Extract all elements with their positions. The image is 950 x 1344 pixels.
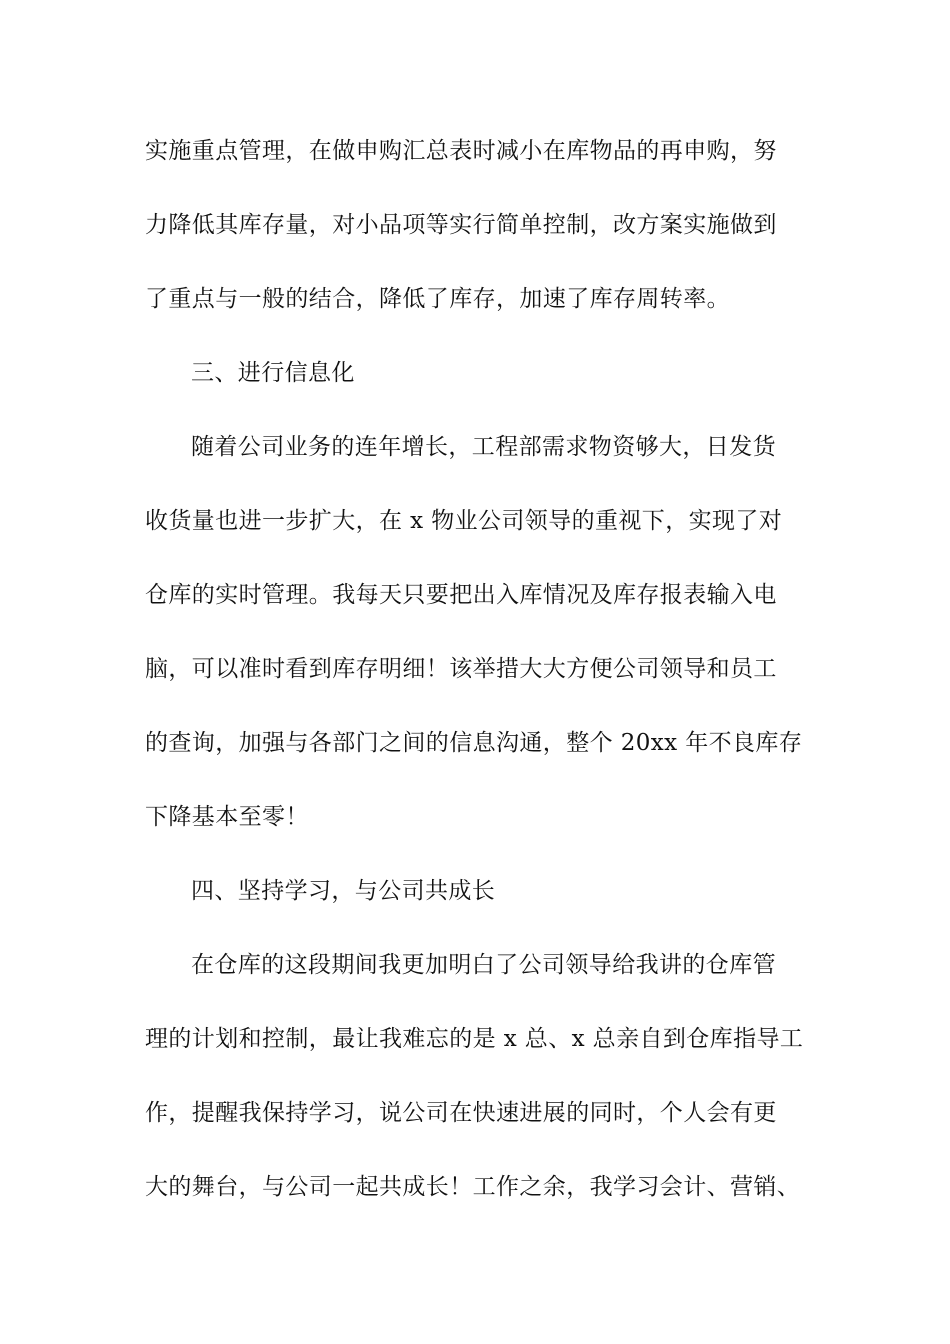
document-body [145, 119, 825, 1229]
text-line-7: 仓库的实时管理。我每天只要把出入库情况及库存报表输入电 [145, 582, 777, 608]
text-line-12: 在仓库的这段期间我更加明白了公司领导给我讲的仓库管 [191, 952, 776, 978]
section-heading-3: 三、进行信息化 [191, 360, 355, 386]
text-line-1: 实施重点管理，在做申购汇总表时减小在库物品的再申购，努 [145, 138, 777, 164]
text-line-14: 作，提醒我保持学习，说公司在快速进展的同时，个人会有更 [145, 1100, 777, 1126]
text-line-3: 了重点与一般的结合，降低了库存，加速了库存周转率。 [145, 286, 730, 312]
text-line-6: 收货量也进一步扩大，在 x 物业公司领导的重视下，实现了对 [145, 508, 783, 534]
text-line-5: 随着公司业务的连年增长，工程部需求物资够大，日发货 [191, 434, 776, 460]
section-heading-4: 四、坚持学习，与公司共成长 [191, 878, 496, 904]
text-line-13: 理的计划和控制，最让我难忘的是 x 总、x 总亲自到仓库指导工 [145, 1026, 804, 1052]
text-line-8: 脑，可以准时看到库存明细！该举措大大方便公司领导和员工 [145, 656, 777, 682]
text-line-9: 的查询，加强与各部门之间的信息沟通，整个 20xx 年不良库存 [145, 730, 803, 756]
text-line-10: 下降基本至零！ [145, 804, 309, 830]
text-line-15: 大的舞台，与公司一起共成长！工作之余，我学习会计、营销、 [145, 1174, 801, 1200]
text-line-2: 力降低其库存量，对小品项等实行简单控制，改方案实施做到 [145, 212, 777, 238]
